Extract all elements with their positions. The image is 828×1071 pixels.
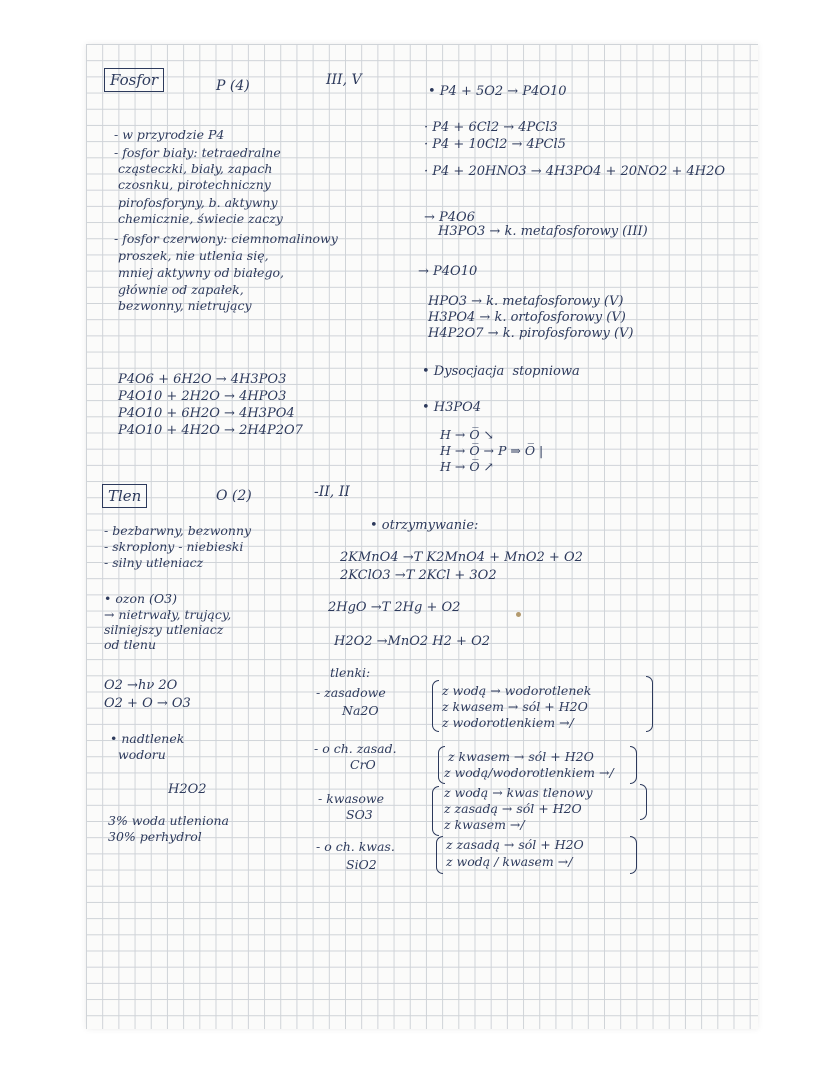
oxide-note: z wodą / kwasem →/ (446, 854, 573, 869)
oxide-note: z zasadą → sól + H2O (444, 801, 582, 816)
property-line: - fosfor czerwony: ciemnomalinowy (114, 231, 338, 246)
section-title-oxygen: Tlen (102, 484, 147, 508)
oxide-note: z kwasem → sól + H2O (442, 699, 588, 714)
oxide-type: - o ch. zasad. (314, 741, 397, 756)
bracket (630, 746, 637, 784)
property-line: mniej aktywny od białego, (118, 265, 284, 280)
property-line: - fosfor biały: tetraedralne (114, 145, 281, 160)
dissociation-note: • Dysocjacja stopniowa (422, 364, 580, 379)
oxide-example: SiO2 (346, 857, 377, 872)
property-line: czosnku, pirotechniczny (118, 177, 271, 192)
phosphorus-oxidation-states: III, V (326, 72, 362, 88)
oxide-example: Na2O (342, 703, 379, 718)
structure-line: H → O̅ → P ⇒ O̅ | (440, 443, 544, 458)
ozone-line: od tlenu (104, 637, 157, 652)
oxygen-symbol: O (2) (216, 488, 252, 504)
structure-line: H → O̅ ↘ (440, 427, 495, 442)
section-title-phosphorus: Fosfor (104, 68, 164, 92)
oxide-example: CrO (350, 757, 376, 772)
oxide-example: SO3 (346, 807, 373, 822)
property-line: głównie od zapałek, (118, 282, 244, 297)
reaction-line: O2 + O → O3 (104, 696, 191, 711)
peroxide-line: wodoru (118, 747, 166, 762)
bracket (432, 786, 439, 836)
oxide-type: - kwasowe (318, 791, 384, 806)
bracket (640, 784, 647, 820)
oxide-note: z wodą/wodorotlenkiem →/ (444, 765, 614, 780)
reaction-line: • P4 + 5O2 → P4O10 (428, 84, 567, 99)
property-line: chemicznie, świecie zaczy (118, 211, 283, 226)
obtaining-heading: • otrzymywanie: (370, 518, 479, 533)
reaction-line: 2KMnO4 →T K2MnO4 + MnO2 + O2 (340, 550, 583, 565)
oxides-heading: tlenki: (330, 665, 371, 680)
oxide-note: z zasadą → sól + H2O (446, 837, 584, 852)
oxide-type: - o ch. kwas. (316, 839, 395, 854)
bracket (630, 836, 637, 874)
acid-line: H3PO4 → k. ortofosforowy (V) (428, 310, 626, 325)
reaction-line: · P4 + 6Cl2 → 4PCl3 (424, 120, 558, 135)
reaction-line: P4O10 + 6H2O → 4H3PO4 (118, 406, 295, 421)
h3po4-label: • H3PO4 (422, 400, 482, 415)
oxide-type: - zasadowe (316, 685, 386, 700)
property-line: cząsteczki, biały, zapach (118, 161, 273, 176)
oxide-note: z wodorotlenkiem →/ (442, 715, 574, 730)
peroxide-line: • nadtlenek (110, 731, 185, 746)
peroxide-line: 30% perhydrol (108, 829, 202, 844)
reaction-line: H2O2 →MnO2 H2 + O2 (334, 634, 490, 649)
peroxide-formula: H2O2 (168, 782, 207, 797)
property-line: - w przyrodzie P4 (114, 127, 225, 142)
oxide-note: z kwasem → sól + H2O (448, 749, 594, 764)
reaction-line: O2 →hν 2O (104, 678, 178, 693)
reaction-line: P4O6 + 6H2O → 4H3PO3 (118, 372, 287, 387)
oxide-note: z wodą → wodorotlenek (442, 683, 592, 698)
reaction-line: P4O10 + 4H2O → 2H4P2O7 (118, 423, 303, 438)
property-line: - silny utleniacz (104, 555, 204, 570)
peroxide-line: 3% woda utleniona (108, 813, 230, 828)
property-line: - skroplony - niebieski (104, 539, 244, 554)
acid-line: → P4O10 (418, 264, 478, 279)
acid-line: → P4O6 (424, 210, 475, 225)
oxygen-oxidation-states: -II, II (314, 484, 350, 500)
acid-line: H4P2O7 → k. pirofosforowy (V) (428, 326, 634, 341)
reaction-line: 2KClO3 →T 2KCl + 3O2 (340, 568, 497, 583)
property-line: pirofosforyny, b. aktywny (118, 195, 278, 210)
reaction-line: · P4 + 20HNO3 → 4H3PO4 + 20NO2 + 4H2O (424, 164, 726, 179)
reaction-line: 2HgO →T 2Hg + O2 (328, 600, 461, 615)
ink-spot (516, 612, 521, 617)
bracket (646, 676, 653, 732)
bracket (436, 836, 443, 874)
phosphorus-symbol: P (4) (216, 78, 250, 94)
acid-line: HPO3 → k. metafosforowy (V) (428, 294, 624, 309)
ozone-line: • ozon (O3) (104, 591, 177, 606)
property-line: - bezbarwny, bezwonny (104, 523, 252, 538)
reaction-line: · P4 + 10Cl2 → 4PCl5 (424, 137, 566, 152)
property-line: bezwonny, nietrujący (118, 298, 252, 313)
property-line: proszek, nie utlenia się, (118, 248, 269, 263)
ozone-line: → nietrwały, trujący, (104, 607, 232, 622)
oxide-note: z kwasem →/ (444, 817, 525, 832)
reaction-line: P4O10 + 2H2O → 4HPO3 (118, 389, 287, 404)
acid-line: H3PO3 → k. metafosforowy (III) (438, 224, 648, 239)
structure-line: H → O̅ ↗ (440, 459, 495, 474)
oxide-note: z wodą → kwas tlenowy (444, 785, 593, 800)
bracket (432, 680, 439, 732)
ozone-line: silniejszy utleniacz (104, 622, 224, 637)
